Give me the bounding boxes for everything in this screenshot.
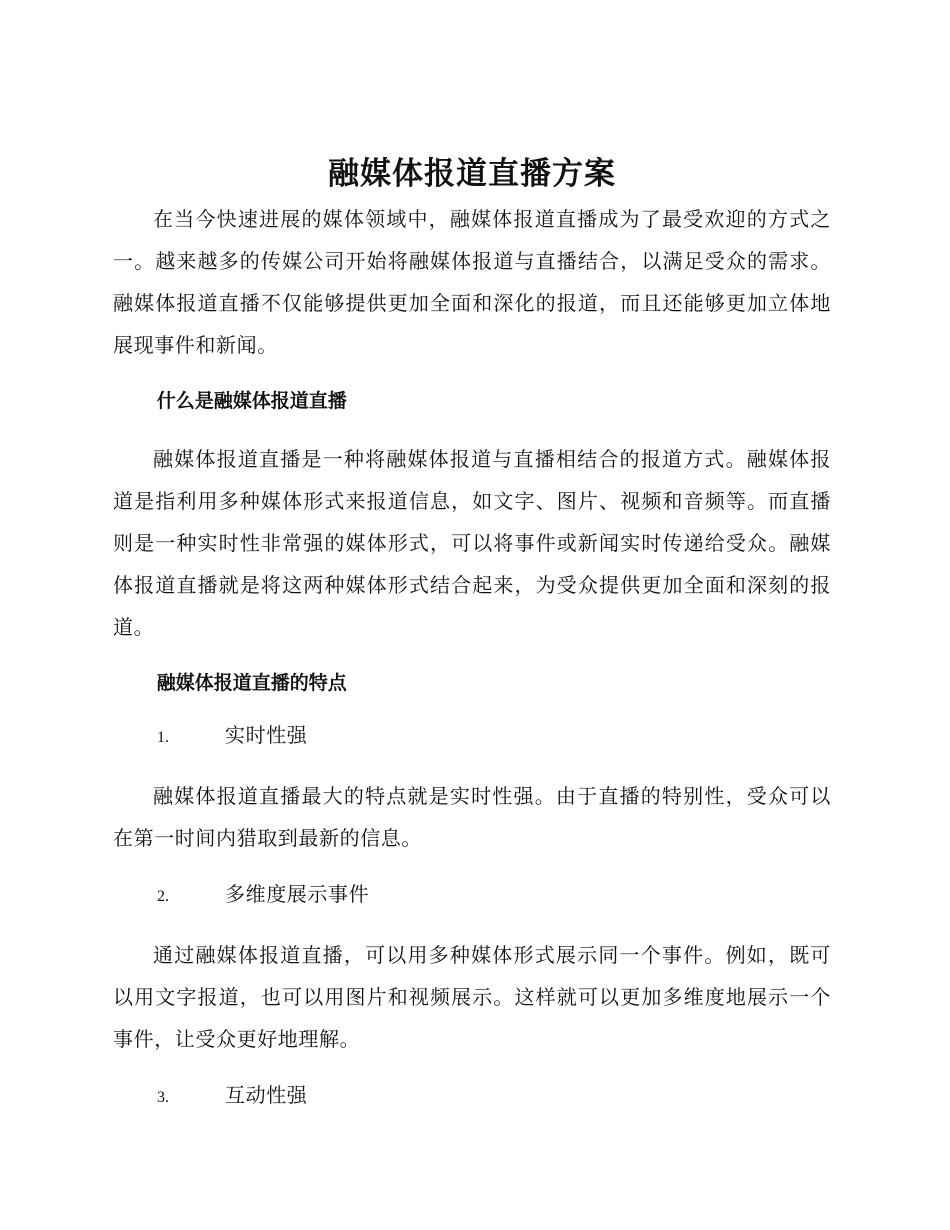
list-item-number: 3. — [157, 1089, 169, 1106]
list-item-number: 2. — [157, 888, 169, 905]
section-heading-features: 融媒体报道直播的特点 — [156, 672, 347, 694]
list-item-label: 实时性强 — [225, 723, 308, 747]
list-item-label: 多维度展示事件 — [225, 882, 370, 906]
list-item-paragraph-2: 通过融媒体报道直播，可以用多种媒体形式展示同一个事件。例如，既可以用文字报道，也可以用图片和视频展示。这样就可以更加多维度地展示一个事件，让受众更好地理解。 — [113, 943, 831, 1051]
document-title: 融媒体报道直播方案 — [328, 156, 616, 192]
document-page — [113, 150, 831, 1135]
list-item-3 — [113, 1080, 831, 1113]
list-item-1 — [113, 720, 831, 753]
list-item-paragraph-1: 融媒体报道直播最大的特点就是实时性强。由于直播的特别性，受众可以在第一时间内猎取到最新的信息。 — [113, 784, 831, 850]
list-item-number: 1. — [157, 729, 169, 746]
list-item-label: 互动性强 — [225, 1083, 308, 1107]
section-heading-what-is: 什么是融媒体报道直播 — [156, 390, 347, 412]
list-item-2 — [113, 879, 831, 912]
intro-paragraph: 在当今快速进展的媒体领域中，融媒体报道直播成为了最受欢迎的方式之一。越来越多的传媒公司开始将融媒体报道与直播结合，以满足受众的需求。融媒体报道直播不仅能够提供更加全面和深化的报道，而且还能够更加立体地展现事件和新闻。 — [113, 207, 831, 357]
section-paragraph-what-is: 融媒体报道直播是一种将融媒体报道与直播相结合的报道方式。融媒体报道是指利用多种媒体形式来报道信息，如文字、图片、视频和音频等。而直播则是一种实时性非常强的媒体形式，可以将事件或新闻实时传递给受众。融媒体报道直播就是将这两种媒体形式结合起来，为受众提供更加全面和深刻的报道。 — [113, 447, 831, 639]
